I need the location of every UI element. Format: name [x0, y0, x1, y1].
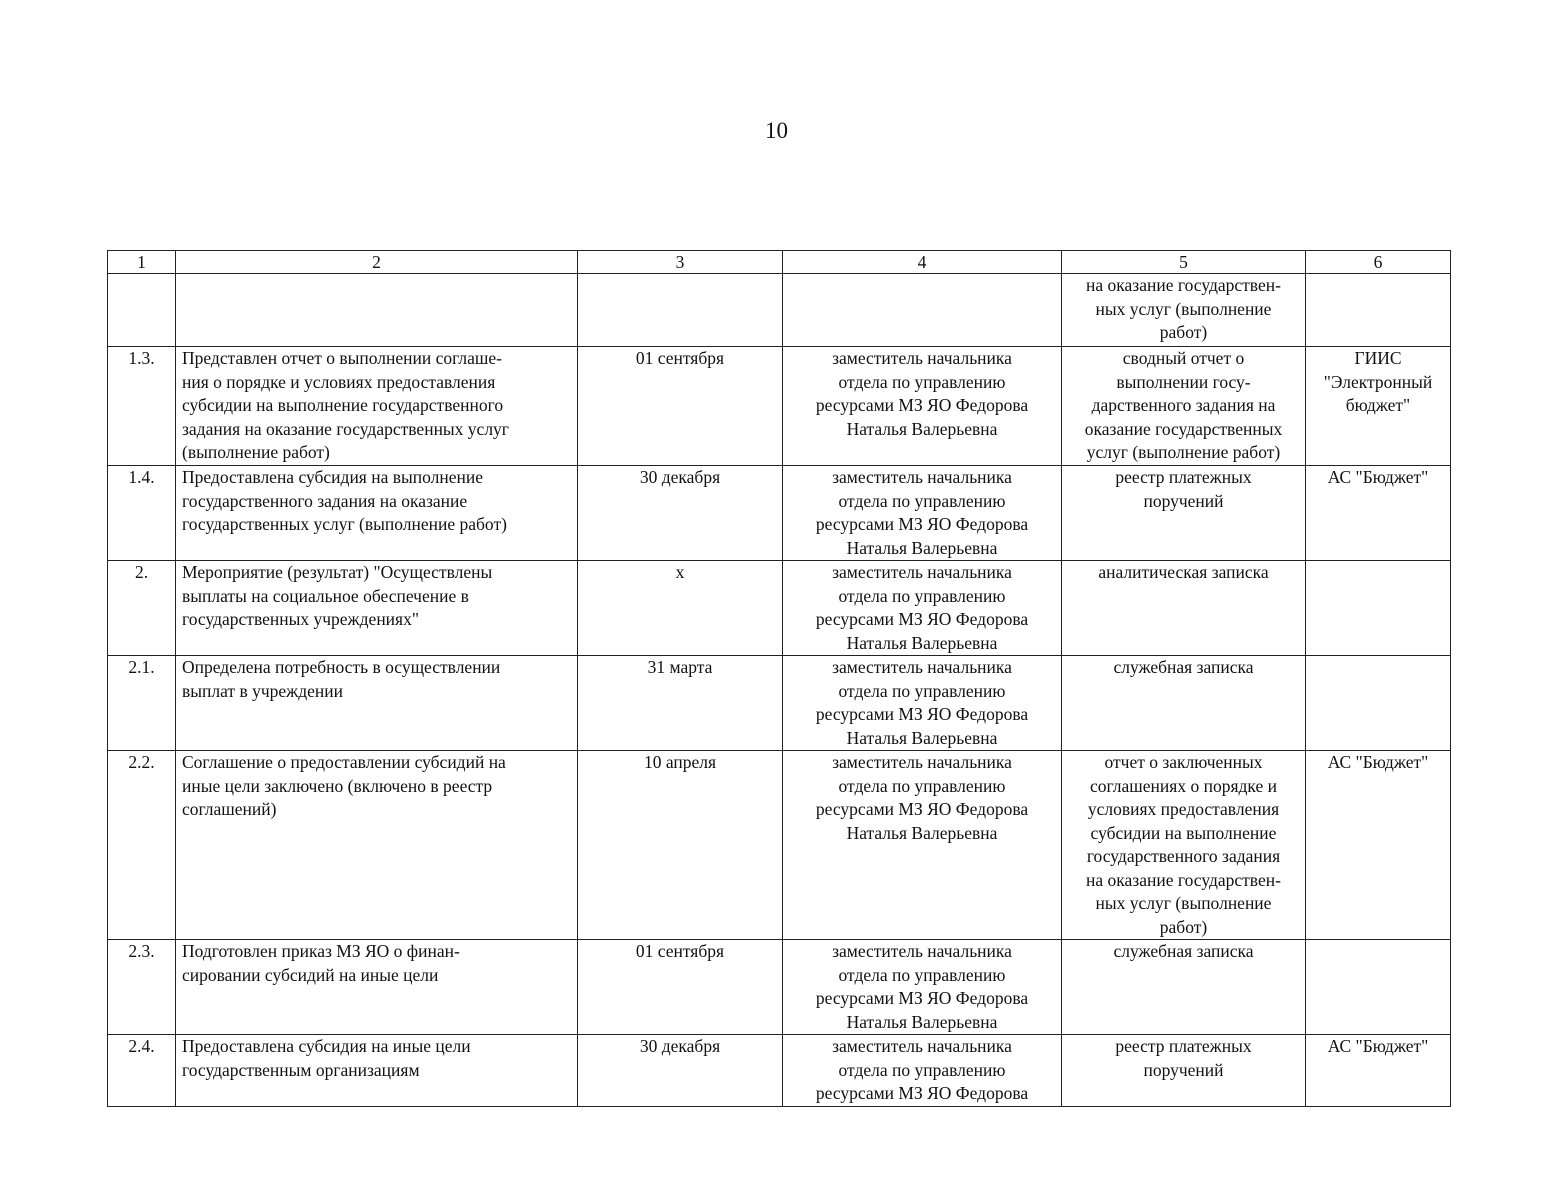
column-header-2: 2: [176, 251, 578, 274]
row-number: [108, 274, 176, 347]
row-system: ГИИС "Электронный бюджет": [1306, 347, 1451, 466]
column-header-3: 3: [578, 251, 783, 274]
row-number: 1.4.: [108, 466, 176, 561]
row-number: 2.1.: [108, 656, 176, 751]
row-system: [1306, 940, 1451, 1035]
table-row: [108, 1035, 1451, 1107]
column-header-1: 1: [108, 251, 176, 274]
row-system: [1306, 656, 1451, 751]
table-row: [108, 751, 1451, 940]
row-number: 2.2.: [108, 751, 176, 940]
row-system: АС "Бюджет": [1306, 1035, 1451, 1107]
row-date: 30 декабря: [578, 466, 783, 561]
row-description: Соглашение о предоставлении субсидий на иные цели заключено (включено в реестр соглашений): [176, 751, 578, 940]
row-number: 2.3.: [108, 940, 176, 1035]
row-document: служебная записка: [1062, 940, 1306, 1035]
row-description: Мероприятие (результат) "Осуществлены выплаты на социальное обеспечение в государственных учреждениях": [176, 561, 578, 656]
row-responsible: заместитель начальника отдела по управлению ресурсами МЗ ЯО Федорова Наталья Валерьевна: [783, 940, 1062, 1035]
row-description: Подготовлен приказ МЗ ЯО о финан- сировании субсидий на иные цели: [176, 940, 578, 1035]
row-description: [176, 274, 578, 347]
row-responsible: [783, 274, 1062, 347]
table-row: [108, 561, 1451, 656]
row-document: сводный отчет о выполнении госу- дарственного задания на оказание государственных услуг (выполнение работ): [1062, 347, 1306, 466]
row-responsible: заместитель начальника отдела по управлению ресурсами МЗ ЯО Федорова Наталья Валерьевна: [783, 466, 1062, 561]
row-document: служебная записка: [1062, 656, 1306, 751]
row-system: [1306, 274, 1451, 347]
row-date: 30 декабря: [578, 1035, 783, 1107]
row-responsible: заместитель начальника отдела по управлению ресурсами МЗ ЯО Федорова Наталья Валерьевна: [783, 656, 1062, 751]
row-date: 10 апреля: [578, 751, 783, 940]
table-row: [108, 466, 1451, 561]
column-header-6: 6: [1306, 251, 1451, 274]
row-description: Представлен отчет о выполнении соглаше- ния о порядке и условиях предоставления субсидии на выполнение государственного задания на оказание государственных услуг (выполнение работ): [176, 347, 578, 466]
row-date: 01 сентября: [578, 940, 783, 1035]
row-document: аналитическая записка: [1062, 561, 1306, 656]
column-header-4: 4: [783, 251, 1062, 274]
row-date: [578, 274, 783, 347]
row-document: на оказание государствен- ных услуг (выполнение работ): [1062, 274, 1306, 347]
table-row: [108, 274, 1451, 347]
row-number: 2.: [108, 561, 176, 656]
row-system: АС "Бюджет": [1306, 751, 1451, 940]
row-description: Определена потребность в осуществлении выплат в учреждении: [176, 656, 578, 751]
column-header-5: 5: [1062, 251, 1306, 274]
table-row: [108, 940, 1451, 1035]
plan-table: [107, 250, 1451, 1107]
row-system: [1306, 561, 1451, 656]
row-date: 01 сентября: [578, 347, 783, 466]
row-responsible: заместитель начальника отдела по управлению ресурсами МЗ ЯО Федорова Наталья Валерьевна: [783, 561, 1062, 656]
page-number: 10: [765, 118, 788, 143]
row-responsible: заместитель начальника отдела по управлению ресурсами МЗ ЯО Федорова Наталья Валерьевна: [783, 751, 1062, 940]
row-number: 2.4.: [108, 1035, 176, 1107]
row-date: х: [578, 561, 783, 656]
row-document: реестр платежных поручений: [1062, 1035, 1306, 1107]
row-document: отчет о заключенных соглашениях о порядке и условиях предоставления субсидии на выполнение государственного задания на оказание государствен- ных услуг (выполнение работ): [1062, 751, 1306, 940]
table-header-row: [108, 251, 1451, 274]
row-date: 31 марта: [578, 656, 783, 751]
row-responsible: заместитель начальника отдела по управлению ресурсами МЗ ЯО Федорова: [783, 1035, 1062, 1107]
row-system: АС "Бюджет": [1306, 466, 1451, 561]
row-description: Предоставлена субсидия на выполнение государственного задания на оказание государственных услуг (выполнение работ): [176, 466, 578, 561]
table-row: [108, 347, 1451, 466]
row-description: Предоставлена субсидия на иные цели государственным организациям: [176, 1035, 578, 1107]
row-document: реестр платежных поручений: [1062, 466, 1306, 561]
row-responsible: заместитель начальника отдела по управлению ресурсами МЗ ЯО Федорова Наталья Валерьевна: [783, 347, 1062, 466]
table-row: [108, 656, 1451, 751]
row-number: 1.3.: [108, 347, 176, 466]
